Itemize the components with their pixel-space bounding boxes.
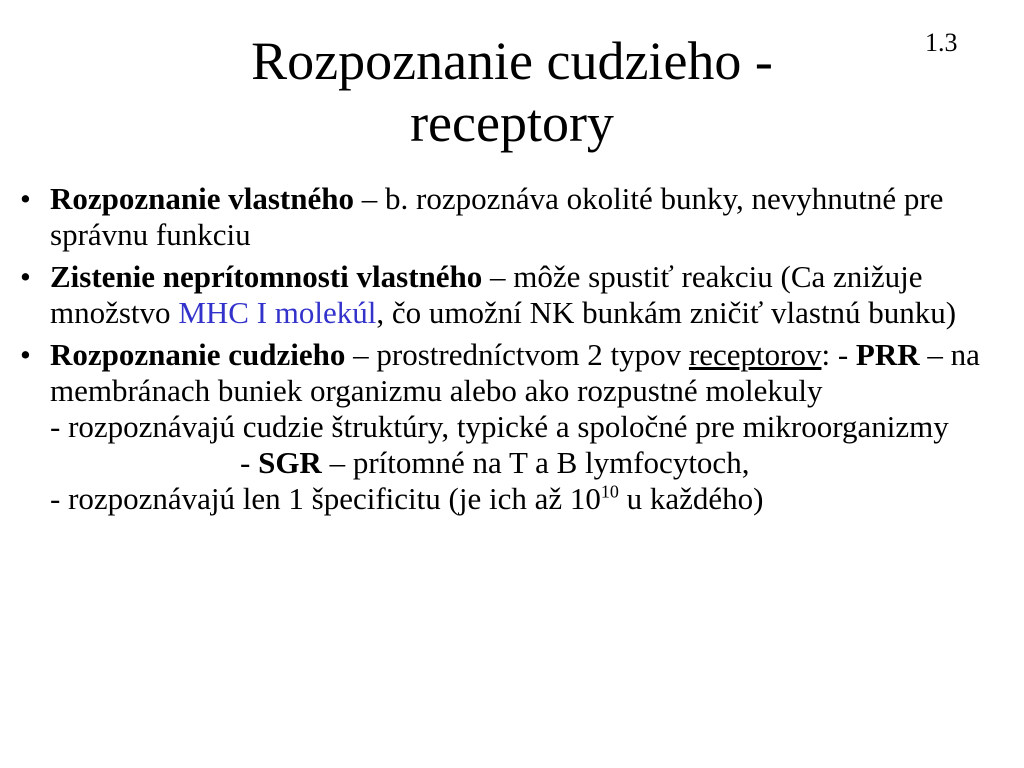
bullet-text: , čo umožní NK bunkám zničiť vlastnú bunku) <box>376 295 957 330</box>
superscript-exponent: 10 <box>600 481 619 502</box>
slide-title-line-2: receptory <box>410 93 614 153</box>
bullet-text: – na membránach buniek organizmu alebo ako rozpustné molekuly <box>50 337 980 408</box>
bullet-item-self-recognition <box>20 181 1005 253</box>
bullet-text: : - <box>821 337 856 372</box>
bullet-term-sgr: SGR <box>258 445 322 480</box>
bullet-subline-sgr: - rozpoznávajú len 1 špecificitu (je ich až 10 <box>50 481 601 516</box>
highlight-link-mhc: MHC I molekúl <box>178 295 377 330</box>
underlined-term: receptorov <box>688 337 822 372</box>
bullet-term: Zistenie neprítomnosti vlastného <box>50 259 483 294</box>
bullet-term: Rozpoznanie vlastného <box>50 181 354 216</box>
bullet-term-prr: PRR <box>855 337 920 372</box>
slide-title <box>0 30 1024 154</box>
slide-title-line-1: Rozpoznanie cudzieho - <box>251 31 773 91</box>
bullet-text: – môže spustiť reakciu (Ca znižuje množstvo <box>50 259 923 330</box>
bullet-text: – prostredníctvom 2 typov <box>345 337 689 372</box>
bullet-term: Rozpoznanie cudzieho <box>50 337 346 372</box>
bullet-item-missing-self <box>20 259 1005 331</box>
bullet-text: - <box>240 445 259 480</box>
slide-number: 1.3 <box>925 28 958 57</box>
bullet-item-foreign-recognition <box>20 337 1005 517</box>
bullet-text: u každého) <box>618 481 764 516</box>
bullet-text: – prítomné na T a B lymfocytoch, <box>321 445 750 480</box>
bullet-list <box>20 181 1005 523</box>
bullet-text: – b. rozpoznáva okolité bunky, nevyhnutné pre správnu funkciu <box>50 181 944 252</box>
bullet-subline-prr: - rozpoznávajú cudzie štruktúry, typické a spoločné pre mikroorganizmy <box>50 409 949 444</box>
